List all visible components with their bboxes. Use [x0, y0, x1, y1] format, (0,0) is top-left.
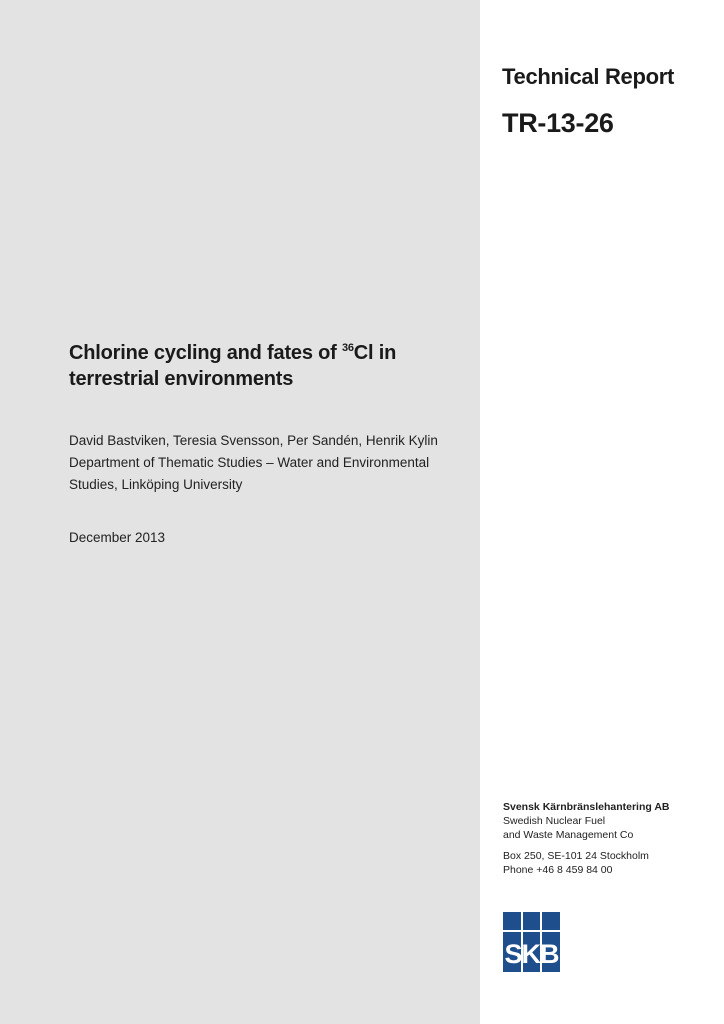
publisher-english-line2: and Waste Management Co — [503, 829, 634, 841]
publisher-phone: Phone +46 8 459 84 00 — [503, 864, 613, 876]
publisher-english-line1: Swedish Nuclear Fuel — [503, 815, 606, 827]
publisher-name: Svensk Kärnbränslehantering AB — [503, 801, 670, 813]
title-text-post: Cl in — [353, 342, 397, 364]
title-text-line2: terrestrial environments — [69, 368, 294, 390]
title-text-pre: Chlorine cycling and fates of — [69, 342, 342, 364]
affiliation: Department of Thematic Studies – Water and Environmental Studies, Linköping University — [69, 455, 430, 492]
report-title — [69, 340, 469, 392]
logo-stripe-top — [503, 930, 560, 932]
publisher-address: Box 250, SE-101 24 Stockholm — [503, 850, 649, 862]
title-superscript: 36 — [341, 342, 354, 354]
publication-date: December 2013 — [69, 530, 166, 545]
report-number: TR-13-26 — [502, 108, 614, 138]
authors: David Bastviken, Teresia Svensson, Per Sandén, Henrik Kylin — [69, 433, 438, 448]
skb-logo-icon — [503, 912, 560, 972]
publisher-block — [503, 800, 713, 877]
report-series: Technical Report — [502, 64, 675, 89]
logo-text: SKB — [504, 939, 559, 969]
